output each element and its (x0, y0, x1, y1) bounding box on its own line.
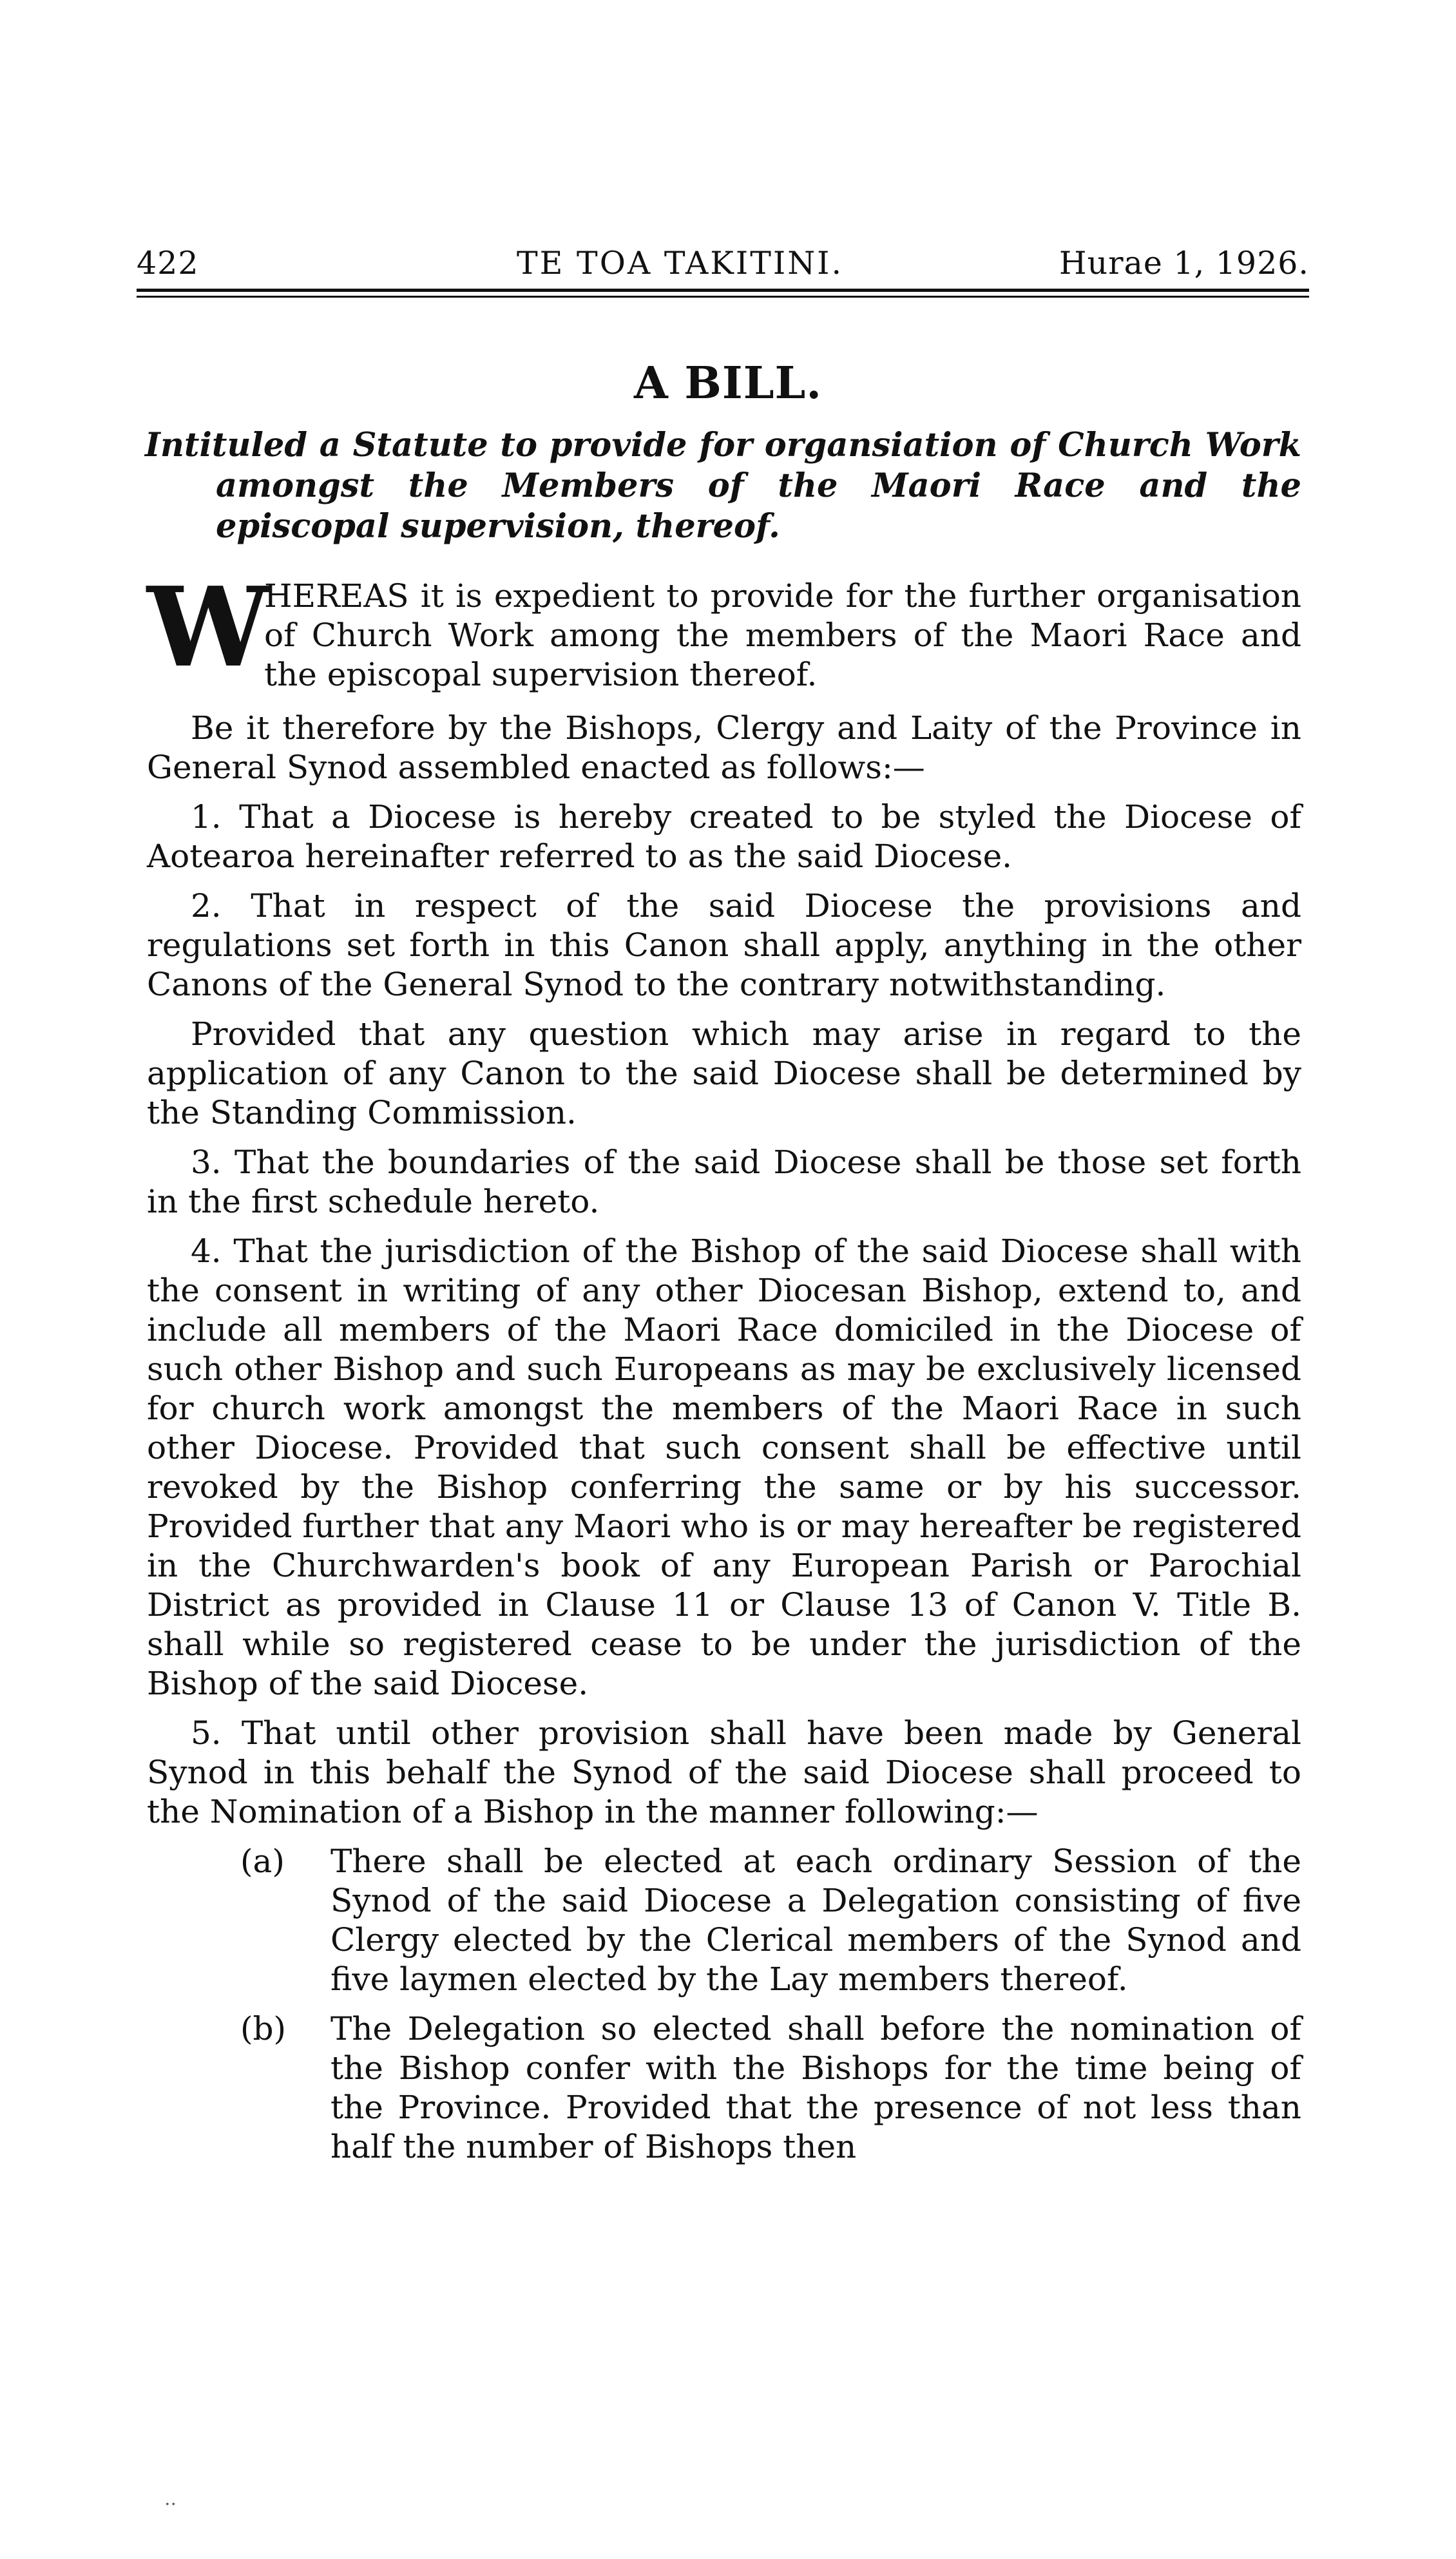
page-number: 422 (137, 245, 199, 282)
clause-3: 3. That the boundaries of the said Diocese shall be those set forth in the first schedule hereto. (147, 1144, 1301, 1220)
subclause-b-label: (b) (240, 2010, 287, 2047)
subclause-a-text: There shall be elected at each ordinary Session of the Synod of the said Diocese a Delegation consisting of five Clergy elected by the Clerical members of the Synod and five laymen elected by the Lay members thereof. (330, 1843, 1301, 1998)
clause-4: 4. That the jurisdiction of the Bishop of the said Diocese shall with the consent in writing of any other Diocesan Bishop, extend to, and include all members of the Maori Race domiciled in the Diocese of such other Bishop and such Europeans as may be exclusively licensed for church work amongst the members of the Maori Race in such other Diocese. Provided that such consent shall be effective until revoked by the Bishop conferring the same or by his successor. Provided further that any Maori who is or may hereafter be registered in the Churchwarden's book of any European Parish or Parochial District as provided in Clause 11 or Clause 13 of Canon V. Title B. shall while so registered cease to be under the jurisdiction of the Bishop of the said Diocese. (147, 1232, 1301, 1702)
clause-2-proviso: Provided that any question which may arise in regard to the application of any Canon to the said Diocese shall be determined by the Standing Commission. (147, 1015, 1301, 1131)
bill-body (147, 563, 1301, 2177)
enacting-clause: Be it therefore by the Bishops, Clergy and Laity of the Province in General Synod assembled enacted as follows:— (147, 709, 1301, 786)
subclause-a-label: (a) (240, 1843, 285, 1880)
issue-date: Hurae 1, 1926. (1058, 245, 1309, 282)
clause-1: 1. That a Diocese is hereby created to be styled the Diocese of Aotearoa hereinafter referred to as the said Diocese. (147, 798, 1301, 875)
page-header (137, 245, 1309, 283)
subclause-a (147, 1842, 1301, 1999)
clause-5: 5. That until other provision shall have been made by General Synod in this behalf the Synod of the said Diocese shall proceed to the Nomination of a Bishop in the manner following:— (147, 1714, 1301, 1830)
margin-speck: ·· (164, 2493, 177, 2516)
whereas-paragraph (147, 563, 1301, 695)
whereas-text: HEREAS it is expedient to provide for the further organisation of Church Work among the members of the Maori Race and the episcopal supervision thereof. (264, 577, 1301, 693)
header-rule-thin (137, 296, 1309, 298)
publication-title: TE TOA TAKITINI. (517, 245, 844, 282)
header-rule-thick (137, 289, 1309, 292)
bill-title: A BILL. (633, 358, 822, 409)
subclause-b-text: The Delegation so elected shall before the nomination of the Bishop confer with the Bishops for the time being of the Province. Provided that the presence of not less than half the number of Bishops then (330, 2010, 1301, 2165)
clause-2: 2. That in respect of the said Diocese the provisions and regulations set forth in this Canon shall apply, anything in the other Canons of the General Synod to the contrary notwithstanding. (147, 887, 1301, 1003)
drop-cap: W (147, 563, 270, 692)
subclause-b (147, 2009, 1301, 2167)
bill-intituled: Intituled a Statute to provide for organsiation of Church Work amongst the Members of the Maori Race and the episcopal supervision, thereof. (145, 426, 1301, 546)
